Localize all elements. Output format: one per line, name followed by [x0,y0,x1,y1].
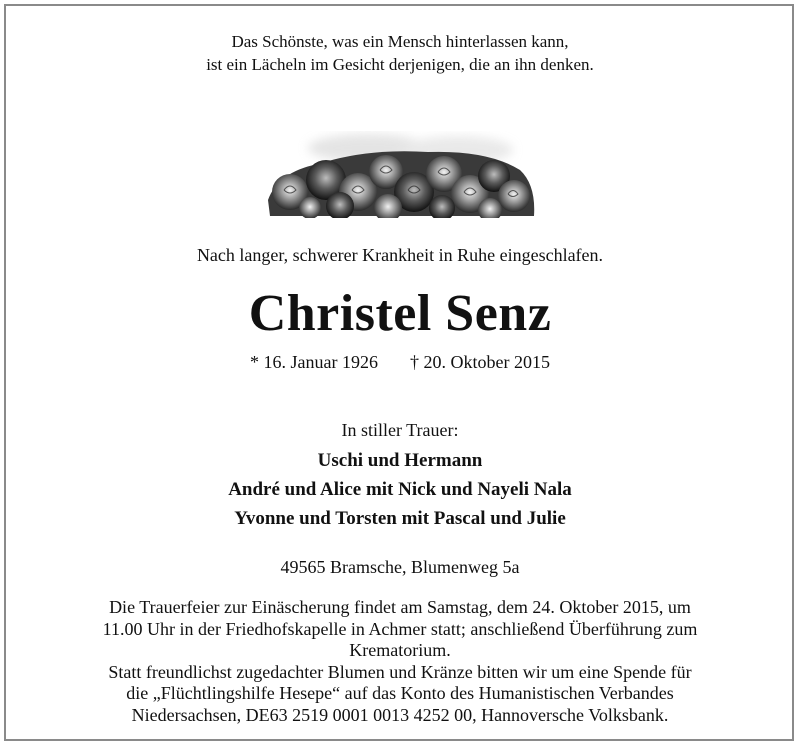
address: 49565 Bramsche, Blumenweg 5a [280,557,520,577]
intro-text: Nach langer, schwerer Krankheit in Ruhe eingeschlafen. [196,245,604,265]
family-line-2: André und Alice mit Nick und Nayeli Nala [228,479,572,500]
death-date: † 20. Oktober 2015 [410,352,550,372]
notice-line-3: Krematorium. [349,640,451,660]
birth-date: * 16. Januar 1926 [250,352,378,372]
notice-line-5: die „Flüchtlingshilfe Hesepe“ auf das Konto des Humanistischen Verbandes [126,683,674,703]
mourning-label: In stiller Trauer: [341,420,459,440]
notice-line-4: Statt freundlichst zugedachter Blumen und Kränze bitten wir um eine Spende für [108,661,692,682]
quote-line-1: Das Schönste, was ein Mensch hinterlassen kann, [231,32,569,51]
roses-bouquet-image [258,130,538,218]
family-line-1: Uschi und Hermann [317,450,483,471]
quote [0,30,800,76]
life-dates [0,351,800,373]
notice-line-6: Niedersachsen, DE63 2519 0001 0013 4252 00, Hannoversche Volksbank. [131,704,669,725]
notice-line-2: 11.00 Uhr in der Friedhofskapelle in Achmer statt; anschließend Überführung zum [102,618,698,639]
funeral-notice [0,597,800,726]
quote-line-2: ist ein Lächeln im Gesicht derjenigen, die an ihn denken. [206,55,594,74]
family-line-3: Yvonne und Torsten mit Pascal und Julie [234,508,566,529]
family-list [0,446,800,533]
deceased-name: Christel Senz [248,285,552,342]
notice-line-1: Die Trauerfeier zur Einäscherung findet am Samstag, dem 24. Oktober 2015, um [109,597,691,617]
